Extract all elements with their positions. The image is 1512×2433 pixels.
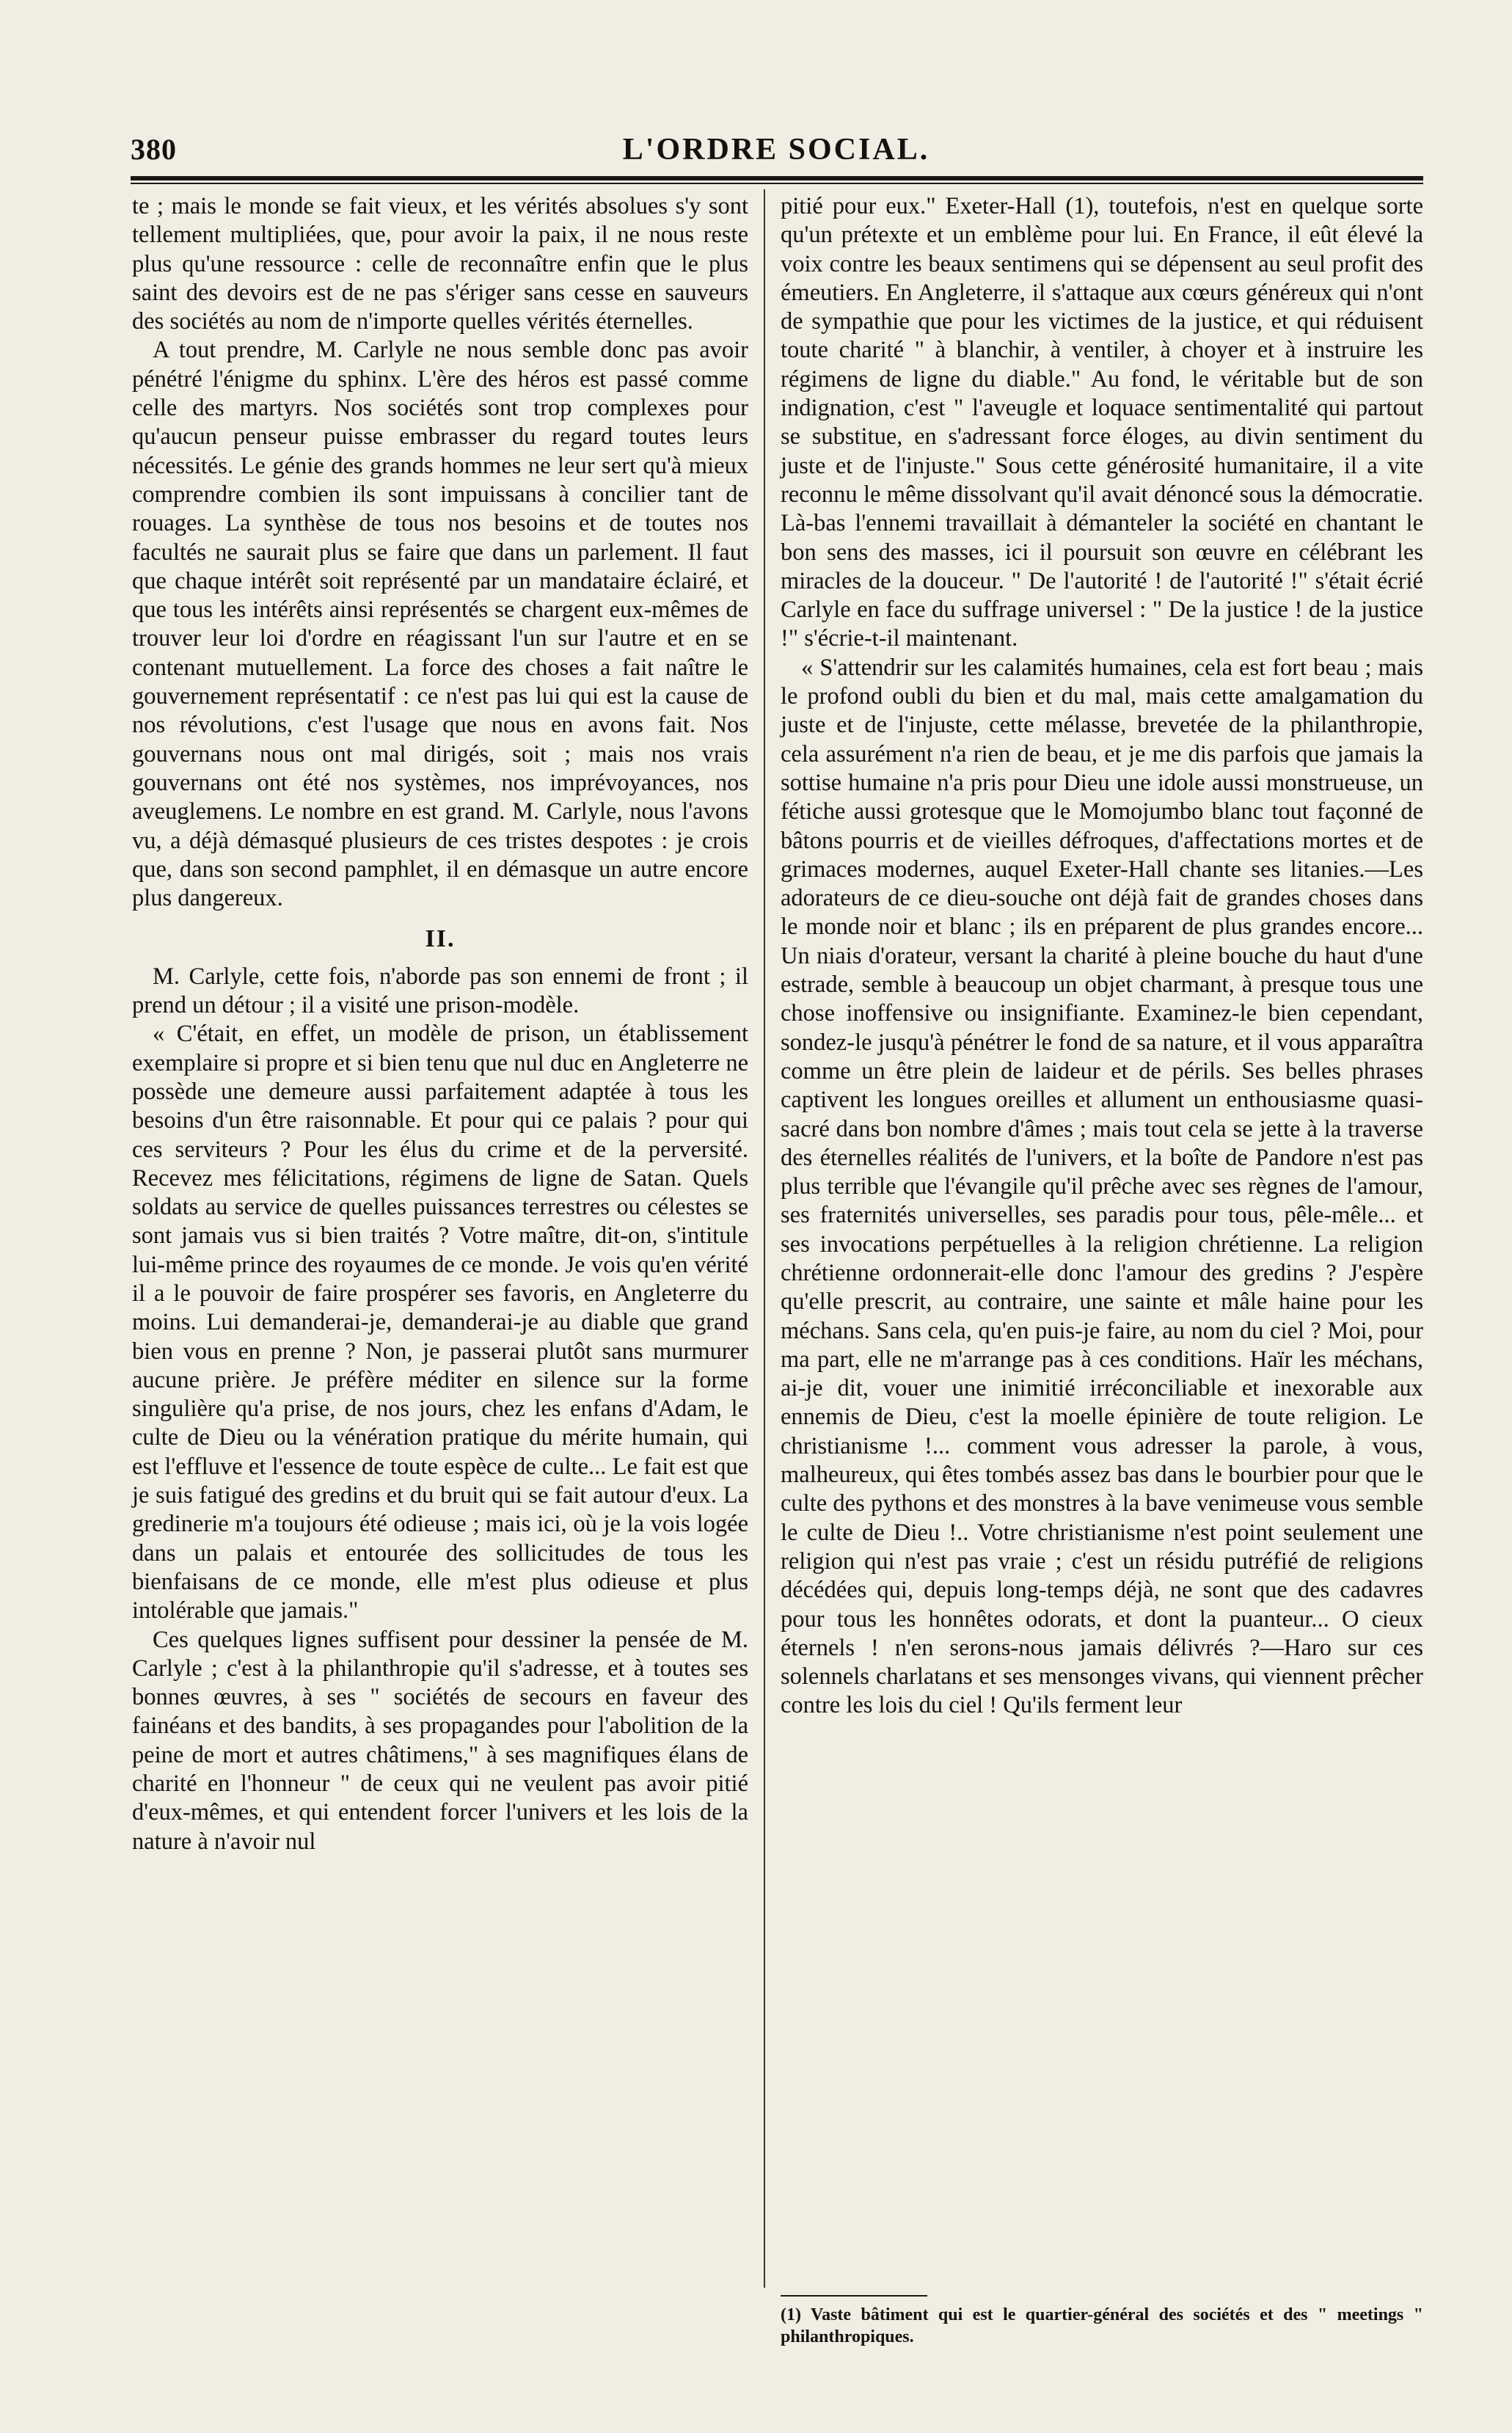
section-heading: II. <box>425 925 456 953</box>
left-paragraph-3: M. Carlyle, cette fois, n'aborde pas son ennemi de front ; il prend un détour ; il a visité une prison-modèle. <box>132 963 748 1019</box>
footnote-rule <box>781 2295 927 2297</box>
left-paragraph-4: « C'était, en effet, un modèle de prison, un établissement exemplaire si propre et si bien tenu que nul duc en Angleterre ne possède une demeure aussi parfaitement adaptée à tous les besoins d'un être raisonnable. Et pour qui ce palais ? pour qui ces serviteurs ? Pour les élus du crime et de la perversité. Recevez mes félicitations, régimens de ligne de Satan. Quels soldats au service de quelles puissances terrestres ou célestes se sont jamais vus si bien traités ? Votre maître, dit-on, s'intitule lui-même prince des royaumes de ce monde. Je vois qu'en vérité il a le pouvoir de faire prospérer ses favoris, en Angleterre du moins. Lui demanderai-je, demanderai-je au diable que grand bien vous en prenne ? Non, je passerai plutôt sans murmurer aucune prière. Je préfère méditer en silence sur la forme singulière qu'a prise, de nos jours, chez les enfans d'Adam, le culte de Dieu ou la vénération pratique du mérite humain, qui est l'effluve et l'essence de toute espèce de culte... Le fait est que je suis fatigué des gredins et du bruit qui se fait autour d'eux. La gredinerie m'a toujours été odieuse ; mais ici, où je la vois logée dans un palais et entourée des sollicitudes de tous les bienfaisans de ce monde, elle m'est plus odieuse et plus intolérable que jamais." <box>132 1021 748 1624</box>
column-divider <box>764 189 765 2288</box>
left-paragraph-5: Ces quelques lignes suffisent pour dessiner la pensée de M. Carlyle ; c'est à la philanthropie qu'il s'adresse, et à toutes ses bonnes œuvres, à ses " sociétés de secours en faveur des fainéans et des bandits, à ses propagandes pour l'abolition de la peine de mort et autres châtimens," à ses magnifiques élans de charité en l'honneur " de ceux qui ne veulent pas avoir pitié d'eux-mêmes, et qui entendent forcer l'univers et les lois de la nature à n'avoir nul <box>132 1626 748 1855</box>
right-paragraph-1: pitié pour eux." Exeter-Hall (1), toutefois, n'est en quelque sorte qu'un prétexte et un emblème pour lui. En France, il eût élevé la voix contre les beaux sentimens qui se dépensent au seul profit des émeutiers. En Angleterre, il s'attaque aux cœurs généreux qui n'ont de sympathie que pour les victimes de la justice, et qui réduisent toute charité " à blanchir, à ventiler, à choyer et à instruire les régimens de ligne du diable." Au fond, le véritable but de son indignation, c'est " l'aveugle et loquace sentimentalité qui partout se substitue, en s'adressant force éloges, au divin sentiment du juste et de l'injuste." Sous cette générosité humanitaire, il a vite reconnu le même dissolvant qu'il avait dénoncé sous la démocratie. Là-bas l'ennemi travaillait à démanteler la société en chantant le bon sens des masses, ici il poursuit son œuvre en célébrant les miracles de la douceur. " De l'autorité ! de l'autorité !" s'était écrié Carlyle en face du suffrage universel : " De la justice ! de la justice !" s'écrie-t-il maintenant. <box>781 193 1423 652</box>
right-paragraph-2: « S'attendrir sur les calamités humaines, cela est fort beau ; mais le profond oubli du bien et du mal, mais cette amalgamation du juste et de l'injuste, cette mélasse, brevetée de la philanthropie, cela assurément n'a rien de beau, et je me dis parfois que jamais la sottise humaine n'a pris pour Dieu une idole aussi monstrueuse, un fétiche aussi grotesque que le Momojumbo blanc tout façonné de bâtons pourris et de vieilles défroques, d'affectations mortes et de grimaces modernes, auquel Exeter-Hall chante ses litanies.—Les adorateurs de ce dieu-souche ont déjà fait de grandes choses dans le monde noir et blanc ; ils en préparent de plus grandes encore... Un niais d'orateur, versant la charité à pleine bouche du haut d'une estrade, semble à beaucoup un objet charmant, à presque tous une chose inoffensive ou insignifiante. Examinez-le bien cependant, sondez-le jusqu'à pénétrer le fond de sa nature, et il vous apparaîtra comme un être plein de laideur et de périls. Ses belles phrases captivent les longues oreilles et allument un enthousiasme quasi-sacré dans bon nombre d'âmes ; mais tout cela se jette à la traverse des éternelles réalités de l'univers, et la boîte de Pandore n'est pas plus terrible que l'évangile qu'il prêche avec ses règnes de l'amour, ses fraternités universelles, ses paradis pour tous, pêle-mêle... et ses invocations perpétuelles à la religion chrétienne. La religion chrétienne ordonnerait-elle donc l'amour des gredins ? J'espère qu'elle prescrit, au contraire, une sainte et mâle haine pour les méchans. Sans cela, qu'en puis-je faire, au nom du ciel ? Moi, pour ma part, elle ne m'arrange pas à ces conditions. Haïr les méchans, ai-je dit, vouer une inimitié irréconciliable et inexorable aux ennemis de Dieu, c'est la moelle épinière de toute religion. Le christianisme !... comment vous adresser la parole, à vous, malheureux, qui êtes tombés assez bas dans le bourbier pour que le culte des pythons et des monstres à la bave venimeuse vous semble le culte de Dieu !.. Votre christianisme n'est point seulement une religion qui n'est pas vraie ; c'est un résidu putréfié de religions décédées qui, depuis long-temps déjà, ne sont que des cadavres pour tous les honnêtes odorats, et dont la puanteur... O cieux éternels ! n'en serons-nous jamais délivrés ?—Haro sur ces solennels charlatans et ses mensonges vivans, qui viennent prêcher contre les lois du ciel ! Qu'ils ferment leur <box>781 654 1423 1719</box>
right-column <box>781 192 1423 1721</box>
left-column <box>132 192 748 1856</box>
footnote: (1) Vaste bâtiment qui est le quartier-général des sociétés et des " meetings " philanthropiques. <box>781 2305 1423 2346</box>
left-paragraph-1: te ; mais le monde se fait vieux, et les vérités absolues s'y sont tellement multipliées, que, pour avoir la paix, il ne nous reste plus qu'une ressource : celle de reconnaître enfin que le plus saint des devoirs est de ne pas s'ériger sans cesse en sauveurs des sociétés au nom de n'importe quelles vérités éternelles. <box>132 193 748 335</box>
page-header <box>131 132 1422 169</box>
running-title: L'ORDRE SOCIAL. <box>622 133 930 167</box>
header-rule <box>131 176 1423 180</box>
left-paragraph-2: A tout prendre, M. Carlyle ne nous semble donc pas avoir pénétré l'énigme du sphinx. L'ère des héros est passé comme celle des martyrs. Nos sociétés sont trop complexes pour qu'aucun penseur puisse embrasser du regard toutes leurs nécessités. Le génie des grands hommes ne leur sert qu'à mieux comprendre combien ils sont impuissans à concilier tant de rouages. La synthèse de tous nos besoins et de toutes nos facultés ne saurait plus se faire que dans un parlement. Il faut que chaque intérêt soit représenté par un mandataire éclairé, et que tous les intérêts ainsi représentés se chargent eux-mêmes de trouver leur loi d'ordre en réagissant l'un sur l'autre et en se contenant mutuellement. La force des choses a fait naître le gouvernement représentatif : ce n'est pas lui qui est la cause de nos révolutions, c'est l'usage que nous en avons fait. Nos gouvernans nous ont mal dirigés, soit ; mais nos vrais gouvernans ont été nos systèmes, nos imprévoyances, nos aveuglemens. Le nombre en est grand. M. Carlyle, nous l'avons vu, a déjà démasqué plusieurs de ces tristes despotes : je crois que, dans son second pamphlet, il en démasque un autre encore plus dangereux. <box>132 337 748 912</box>
page-number: 380 <box>131 133 177 166</box>
header-rule-thin <box>131 183 1423 184</box>
